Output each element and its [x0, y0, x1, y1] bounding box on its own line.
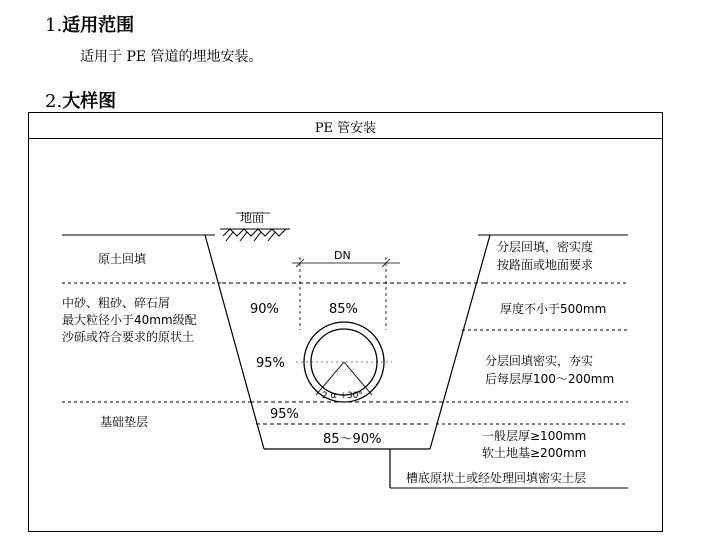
base-thickness-line1: 一般层厚≥100mm: [482, 429, 587, 443]
compaction-note-line2: 后每层厚100～200mm: [485, 372, 615, 386]
compaction-note-line1: 分层回填密实，夯实: [485, 354, 594, 368]
compaction-85-90-label: 85～90%: [323, 432, 382, 447]
section-1-number: 1.: [45, 15, 63, 36]
sand-fill-label-line3: 沙砾或符合要求的原状土: [62, 330, 195, 344]
ground-label: 地面: [240, 211, 265, 225]
section-1-body: 适用于 PE 管道的埋地安装。: [80, 49, 263, 65]
trench-bottom-label: 槽底原状土或经处理回填密实土层: [406, 471, 587, 485]
angle-label: 2 α +30°: [322, 391, 363, 401]
layered-backfill-line1: 分层回填，密实度: [497, 240, 594, 254]
trench-wall-right: [430, 235, 490, 449]
compaction-95-side-label: 95%: [256, 356, 285, 371]
thickness-label: 厚度不小于500mm: [500, 302, 607, 316]
sand-fill-label-line1: 中砂、粗砂、碎石屑: [62, 296, 171, 310]
base-layer-label: 基础垫层: [100, 415, 149, 429]
native-backfill-label: 原土回填: [98, 252, 147, 266]
dn-label: DN: [334, 249, 351, 262]
layered-backfill-line2: 按路面或地面要求: [497, 258, 594, 272]
base-thickness-line2: 软土地基≥200mm: [482, 446, 587, 460]
compaction-85-label: 85%: [329, 302, 358, 317]
compaction-90-label: 90%: [250, 302, 279, 317]
compaction-95-base-label: 95%: [270, 407, 299, 422]
trench-wall-left: [205, 235, 264, 449]
section-2-number: 2.: [45, 91, 63, 112]
section-2-title: 大样图: [62, 91, 117, 112]
diagram-title: PE 管安装: [314, 121, 377, 136]
sand-fill-label-line2: 最大粒径小于40mm级配: [62, 313, 197, 327]
section-1-title: 适用范围: [62, 15, 135, 36]
pe-pipe-icon: [296, 322, 392, 402]
